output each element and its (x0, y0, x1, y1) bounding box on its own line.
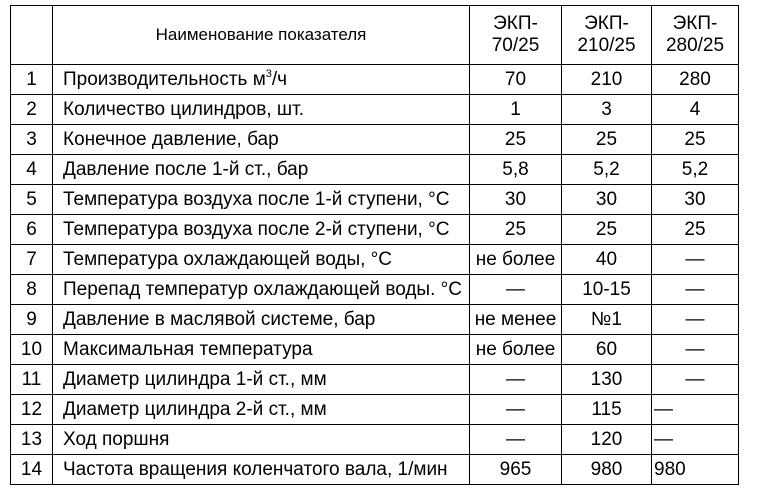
row-name: Частота вращения коленчатого вала, 1/мин (53, 455, 470, 485)
table-row (11, 95, 739, 125)
header-parameter-name: Наименование показателя (53, 6, 470, 65)
table-row (11, 305, 739, 335)
header-ekp-70-25 (470, 6, 562, 65)
row-number: 6 (11, 215, 53, 245)
row-value-ekp-70: — (470, 365, 562, 395)
table-header-row (11, 6, 739, 65)
row-name: Перепад температур охлаждающей воды. °С (53, 275, 470, 305)
row-name: Давление после 1-й ст., бар (53, 155, 470, 185)
row-value-ekp-70: 30 (470, 185, 562, 215)
row-number: 8 (11, 275, 53, 305)
row-value-ekp-210: 25 (562, 215, 652, 245)
row-value-ekp-210: 60 (562, 335, 652, 365)
row-value-ekp-280: — (652, 245, 739, 275)
row-name: Давление в маслявой системе, бар (53, 305, 470, 335)
row-name (53, 65, 470, 95)
header-ekp-70-25-label: ЭКП- 70/25 (491, 13, 540, 56)
row-value-ekp-280: 25 (652, 125, 739, 155)
table-row (11, 275, 739, 305)
row-name: Ход поршня (53, 425, 470, 455)
row-value-ekp-70: — (470, 395, 562, 425)
row-value-ekp-210: 40 (562, 245, 652, 275)
row-value-ekp-280: — (652, 425, 739, 455)
row-number: 4 (11, 155, 53, 185)
row-name: Диаметр цилиндра 2-й ст., мм (53, 395, 470, 425)
row-value-ekp-280: 980 (652, 455, 739, 485)
spec-table (10, 5, 739, 485)
table-row (11, 335, 739, 365)
row-number: 2 (11, 95, 53, 125)
row-number: 9 (11, 305, 53, 335)
row-number: 14 (11, 455, 53, 485)
row-name: Температура воздуха после 2-й ступени, °С (53, 215, 470, 245)
row-name-suffix: /ч (271, 69, 288, 90)
row-value-ekp-210: 210 (562, 65, 652, 95)
row-value-ekp-70: не более (470, 335, 562, 365)
row-name: Диаметр цилиндра 1-й ст., мм (53, 365, 470, 395)
row-value-ekp-280: 30 (652, 185, 739, 215)
table-row (11, 215, 739, 245)
row-value-ekp-70: 70 (470, 65, 562, 95)
table-row (11, 365, 739, 395)
header-ekp-210-25 (562, 6, 652, 65)
row-value-ekp-210: №1 (562, 305, 652, 335)
row-number: 3 (11, 125, 53, 155)
table-row (11, 65, 739, 95)
row-number: 1 (11, 65, 53, 95)
row-value-ekp-210: 3 (562, 95, 652, 125)
row-value-ekp-280: — (652, 305, 739, 335)
row-name: Максимальная температура (53, 335, 470, 365)
table-row (11, 155, 739, 185)
row-value-ekp-280: 280 (652, 65, 739, 95)
spec-table-container (10, 5, 739, 485)
header-ekp-280-25-label: ЭКП- 280/25 (665, 13, 725, 56)
row-value-ekp-70: 1 (470, 95, 562, 125)
header-ekp-280-25 (652, 6, 739, 65)
row-value-ekp-70: не менее (470, 305, 562, 335)
row-value-ekp-280: — (652, 395, 739, 425)
row-number: 7 (11, 245, 53, 275)
row-number: 11 (11, 365, 53, 395)
row-number: 5 (11, 185, 53, 215)
row-name: Температура охлаждающей воды, °С (53, 245, 470, 275)
row-name-text: Производительность м (63, 69, 266, 90)
row-name: Количество цилиндров, шт. (53, 95, 470, 125)
row-name: Температура воздуха после 1-й ступени, °С (53, 185, 470, 215)
row-number: 13 (11, 425, 53, 455)
row-number: 12 (11, 395, 53, 425)
row-value-ekp-70: 5,8 (470, 155, 562, 185)
row-value-ekp-70: 25 (470, 215, 562, 245)
row-value-ekp-70: — (470, 425, 562, 455)
table-row (11, 245, 739, 275)
row-value-ekp-210: 25 (562, 125, 652, 155)
table-row (11, 125, 739, 155)
row-value-ekp-280: — (652, 365, 739, 395)
row-value-ekp-280: — (652, 275, 739, 305)
row-value-ekp-210: 130 (562, 365, 652, 395)
row-name-superscript: 3 (265, 68, 272, 80)
row-value-ekp-210: 115 (562, 395, 652, 425)
row-value-ekp-210: 5,2 (562, 155, 652, 185)
row-value-ekp-210: 120 (562, 425, 652, 455)
row-value-ekp-280: 5,2 (652, 155, 739, 185)
row-value-ekp-280: 4 (652, 95, 739, 125)
row-value-ekp-210: 980 (562, 455, 652, 485)
row-value-ekp-70: 965 (470, 455, 562, 485)
row-value-ekp-70: 25 (470, 125, 562, 155)
table-row (11, 185, 739, 215)
row-value-ekp-280: 25 (652, 215, 739, 245)
row-value-ekp-210: 30 (562, 185, 652, 215)
header-number (11, 6, 53, 65)
table-row (11, 425, 739, 455)
row-value-ekp-70: не более (470, 245, 562, 275)
table-row (11, 455, 739, 485)
row-name: Конечное давление, бар (53, 125, 470, 155)
header-ekp-210-25-label: ЭКП- 210/25 (577, 13, 636, 56)
row-value-ekp-280: — (652, 335, 739, 365)
row-value-ekp-210: 10-15 (562, 275, 652, 305)
row-number: 10 (11, 335, 53, 365)
table-row (11, 395, 739, 425)
row-value-ekp-70: — (470, 275, 562, 305)
